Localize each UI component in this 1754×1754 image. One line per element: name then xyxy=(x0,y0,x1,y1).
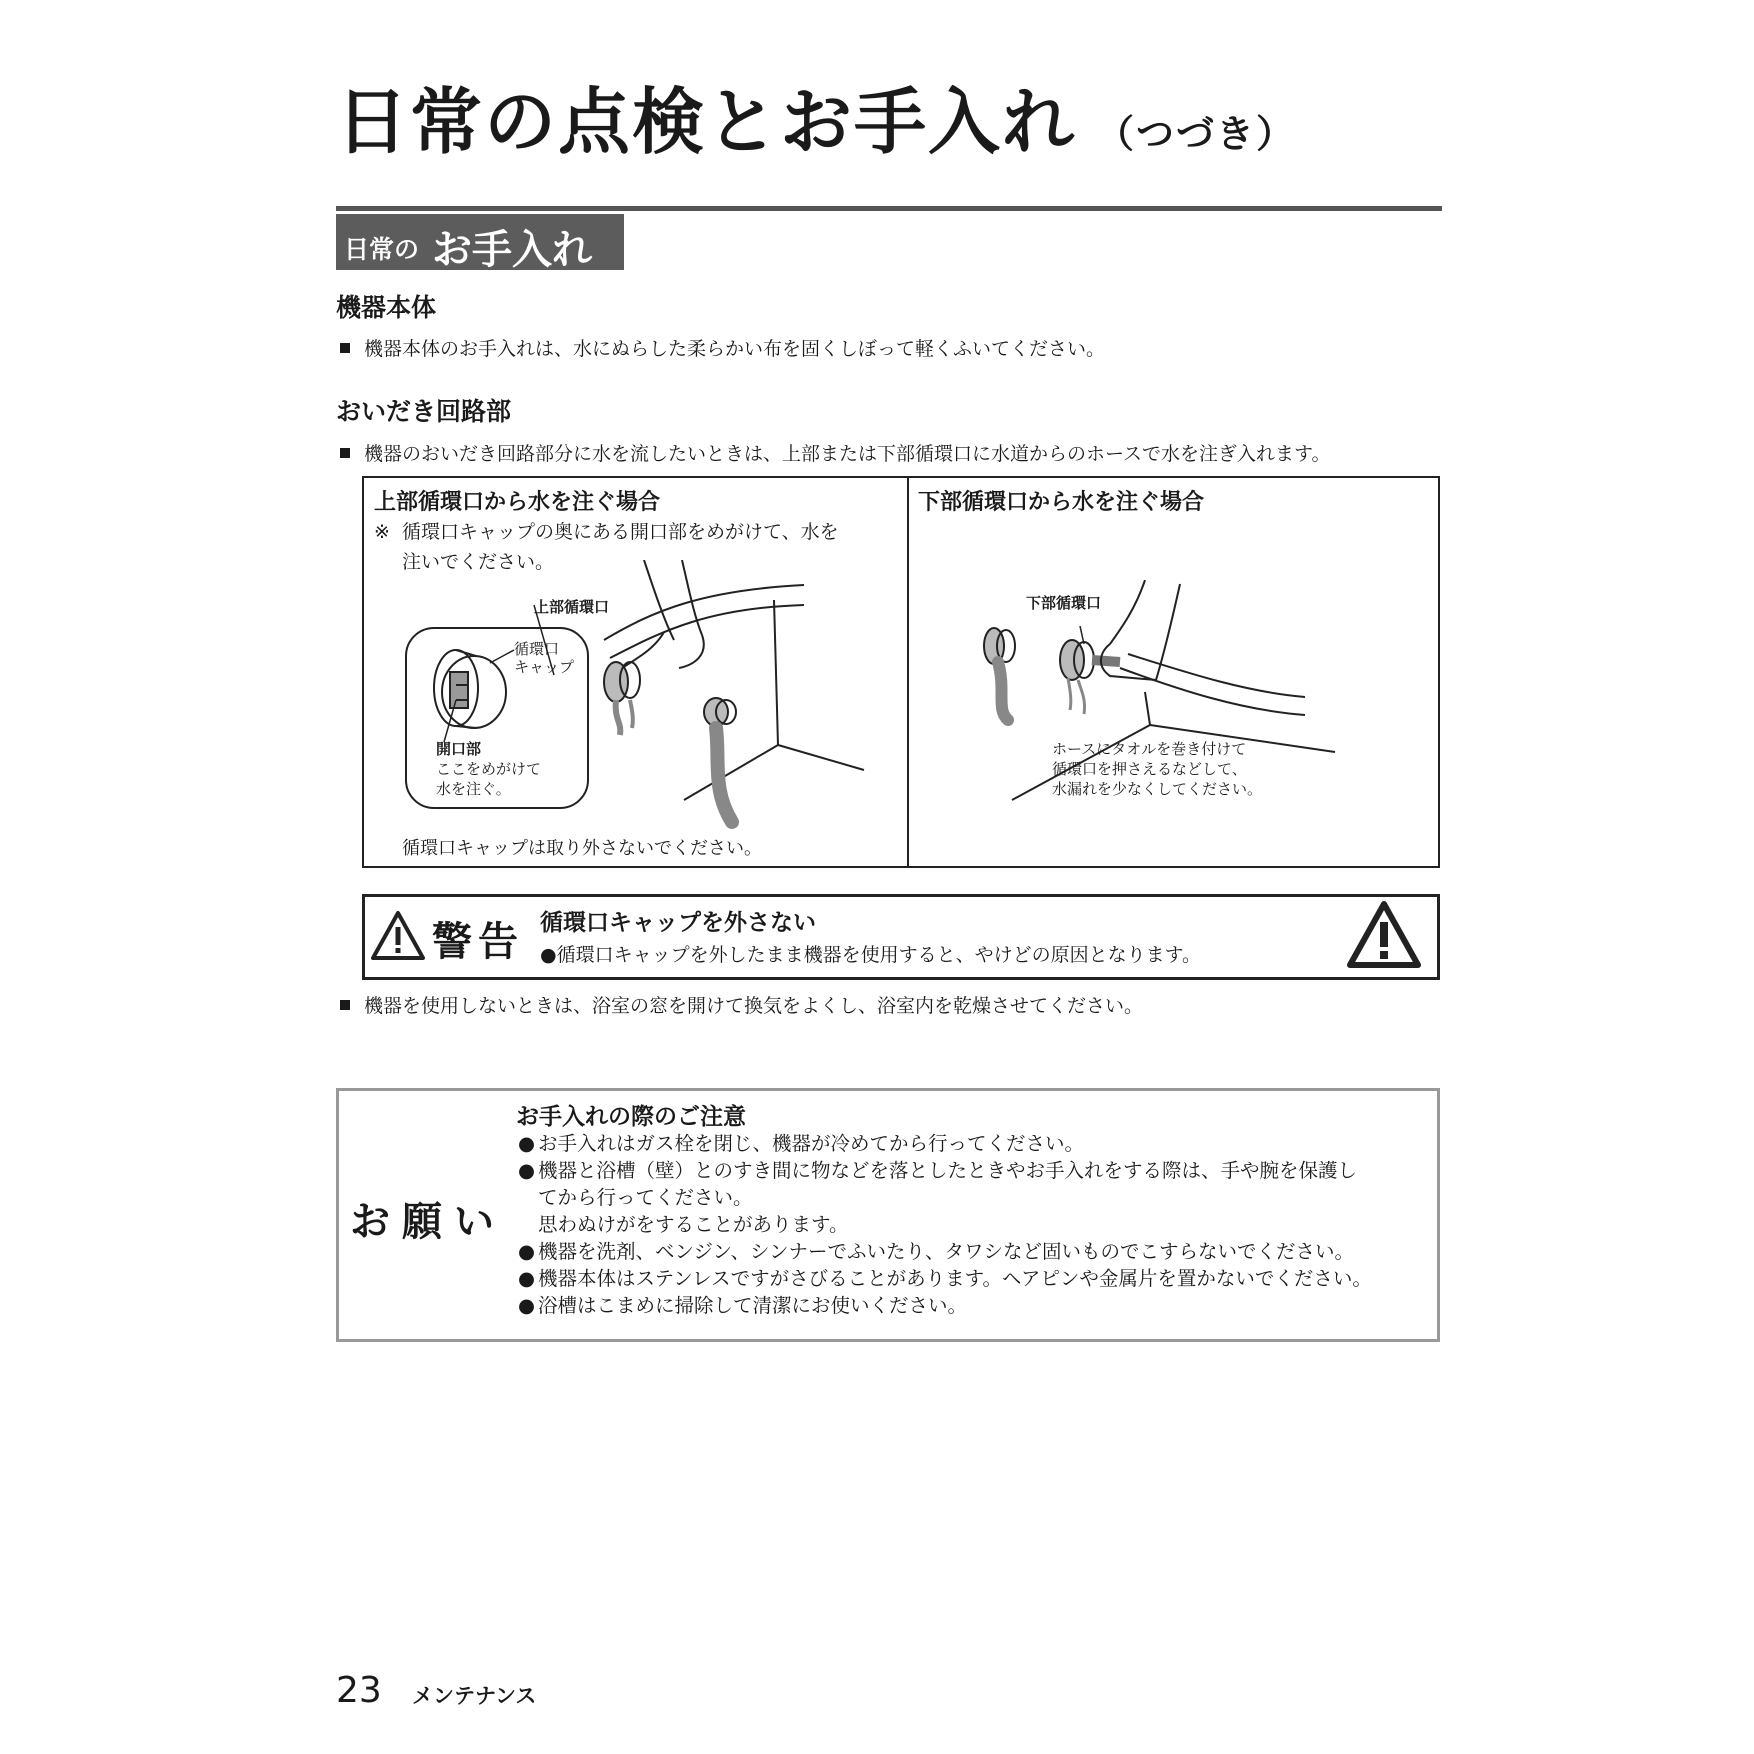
upper-panel-note-line1: 循環口キャップの奥にある開口部をめがけて、水を xyxy=(402,521,839,543)
section-header-prefix: 日常の xyxy=(344,235,420,264)
upper-panel-note-line2: 注いでください。 xyxy=(402,551,555,573)
request-item-1: ● お手入れはガス栓を閉じ、機器が冷めてから行ってください。 xyxy=(518,1132,1085,1155)
body-text: 機器本体のお手入れは、水にぬらした柔らかい布を固くしぼって軽くふいてください。 xyxy=(364,338,1106,360)
circuit-text: 機器のおいだき回路部分に水を流したいときは、上部または下部循環口に水道からのホースで水を注ぎ入れます。 xyxy=(364,443,1331,465)
square-bullet-icon xyxy=(340,1000,350,1010)
lower-caption-line2: 循環口を押さえるなどして、 xyxy=(1052,760,1247,778)
warning-triangle-icon xyxy=(370,910,426,962)
illustration-divider xyxy=(907,476,909,868)
footer-section: メンテナンス xyxy=(412,1684,537,1708)
ventilation-text: 機器を使用しないときは、浴室の窓を開けて換気をよくし、浴室内を乾燥させてください。 xyxy=(364,995,1144,1017)
request-item-3: ● 機器を洗剤、ベンジン、シンナーでふいたり、タワシなど固いものでこすらないでください。 xyxy=(518,1240,1354,1263)
page-title xyxy=(336,80,1297,164)
warning-text: ●循環口キャップを外したまま機器を使用すると、やけどの原因となります。 xyxy=(540,944,1202,966)
body-bullet xyxy=(340,334,1105,361)
section-header-main: お手入れ xyxy=(432,227,592,273)
section-rule xyxy=(336,206,1442,211)
label-cap-line1: 循環口 xyxy=(514,640,560,658)
request-item-5: ● 浴槽はこまめに掃除して清潔にお使いください。 xyxy=(518,1294,968,1317)
request-item-2: ● 機器と浴槽（壁）とのすき間に物などを落としたときやお手入れをする際は、手や腕を保護し xyxy=(518,1159,1358,1182)
circuit-bullet xyxy=(340,439,1331,466)
upper-port-illustration xyxy=(364,560,904,850)
label-cap-line2: キャップ xyxy=(514,658,575,676)
label-upper-port: 上部循環口 xyxy=(534,598,610,616)
page-title-suffix: （つづき） xyxy=(1096,112,1297,156)
lower-panel-title: 下部循環口から水を注ぐ場合 xyxy=(918,490,1205,515)
label-lower-port: 下部循環口 xyxy=(1026,594,1102,612)
label-opening: 開口部 xyxy=(436,740,482,758)
request-label: お願い xyxy=(350,1199,506,1245)
request-item-2-note: 思わぬけがをすることがあります。 xyxy=(538,1213,849,1236)
warning-triangle-large-icon xyxy=(1346,900,1422,970)
request-item-2-cont: てから行ってください。 xyxy=(538,1186,753,1209)
section-header xyxy=(336,214,624,273)
upper-panel-caption: 循環口キャップは取り外さないでください。 xyxy=(402,838,762,859)
circuit-heading: おいだき回路部 xyxy=(336,397,512,426)
square-bullet-icon xyxy=(340,343,350,353)
page-number: 23 xyxy=(336,1670,382,1711)
page-title-main: 日常の点検とお手入れ xyxy=(336,80,1077,164)
upper-panel-title: 上部循環口から水を注ぐ場合 xyxy=(374,490,661,515)
lower-caption-line3: 水漏れを少なくしてください。 xyxy=(1052,780,1263,798)
label-aim-line1: ここをめがけて xyxy=(436,760,542,778)
warning-title: 循環口キャップを外さない xyxy=(540,910,816,936)
lower-caption-line1: ホースにタオルを巻き付けて xyxy=(1052,740,1247,758)
warning-label: 警告 xyxy=(432,919,524,965)
square-bullet-icon xyxy=(340,448,350,458)
request-title: お手入れの際のご注意 xyxy=(516,1104,746,1130)
label-aim-line2: 水を注ぐ。 xyxy=(436,780,511,798)
request-item-4: ● 機器本体はステンレスですがさびることがあります。ヘアピンや金属片を置かないでください。 xyxy=(518,1267,1372,1290)
ventilation-bullet xyxy=(340,991,1143,1018)
body-heading: 機器本体 xyxy=(336,293,437,322)
upper-panel-note-mark: ※ xyxy=(374,521,390,543)
